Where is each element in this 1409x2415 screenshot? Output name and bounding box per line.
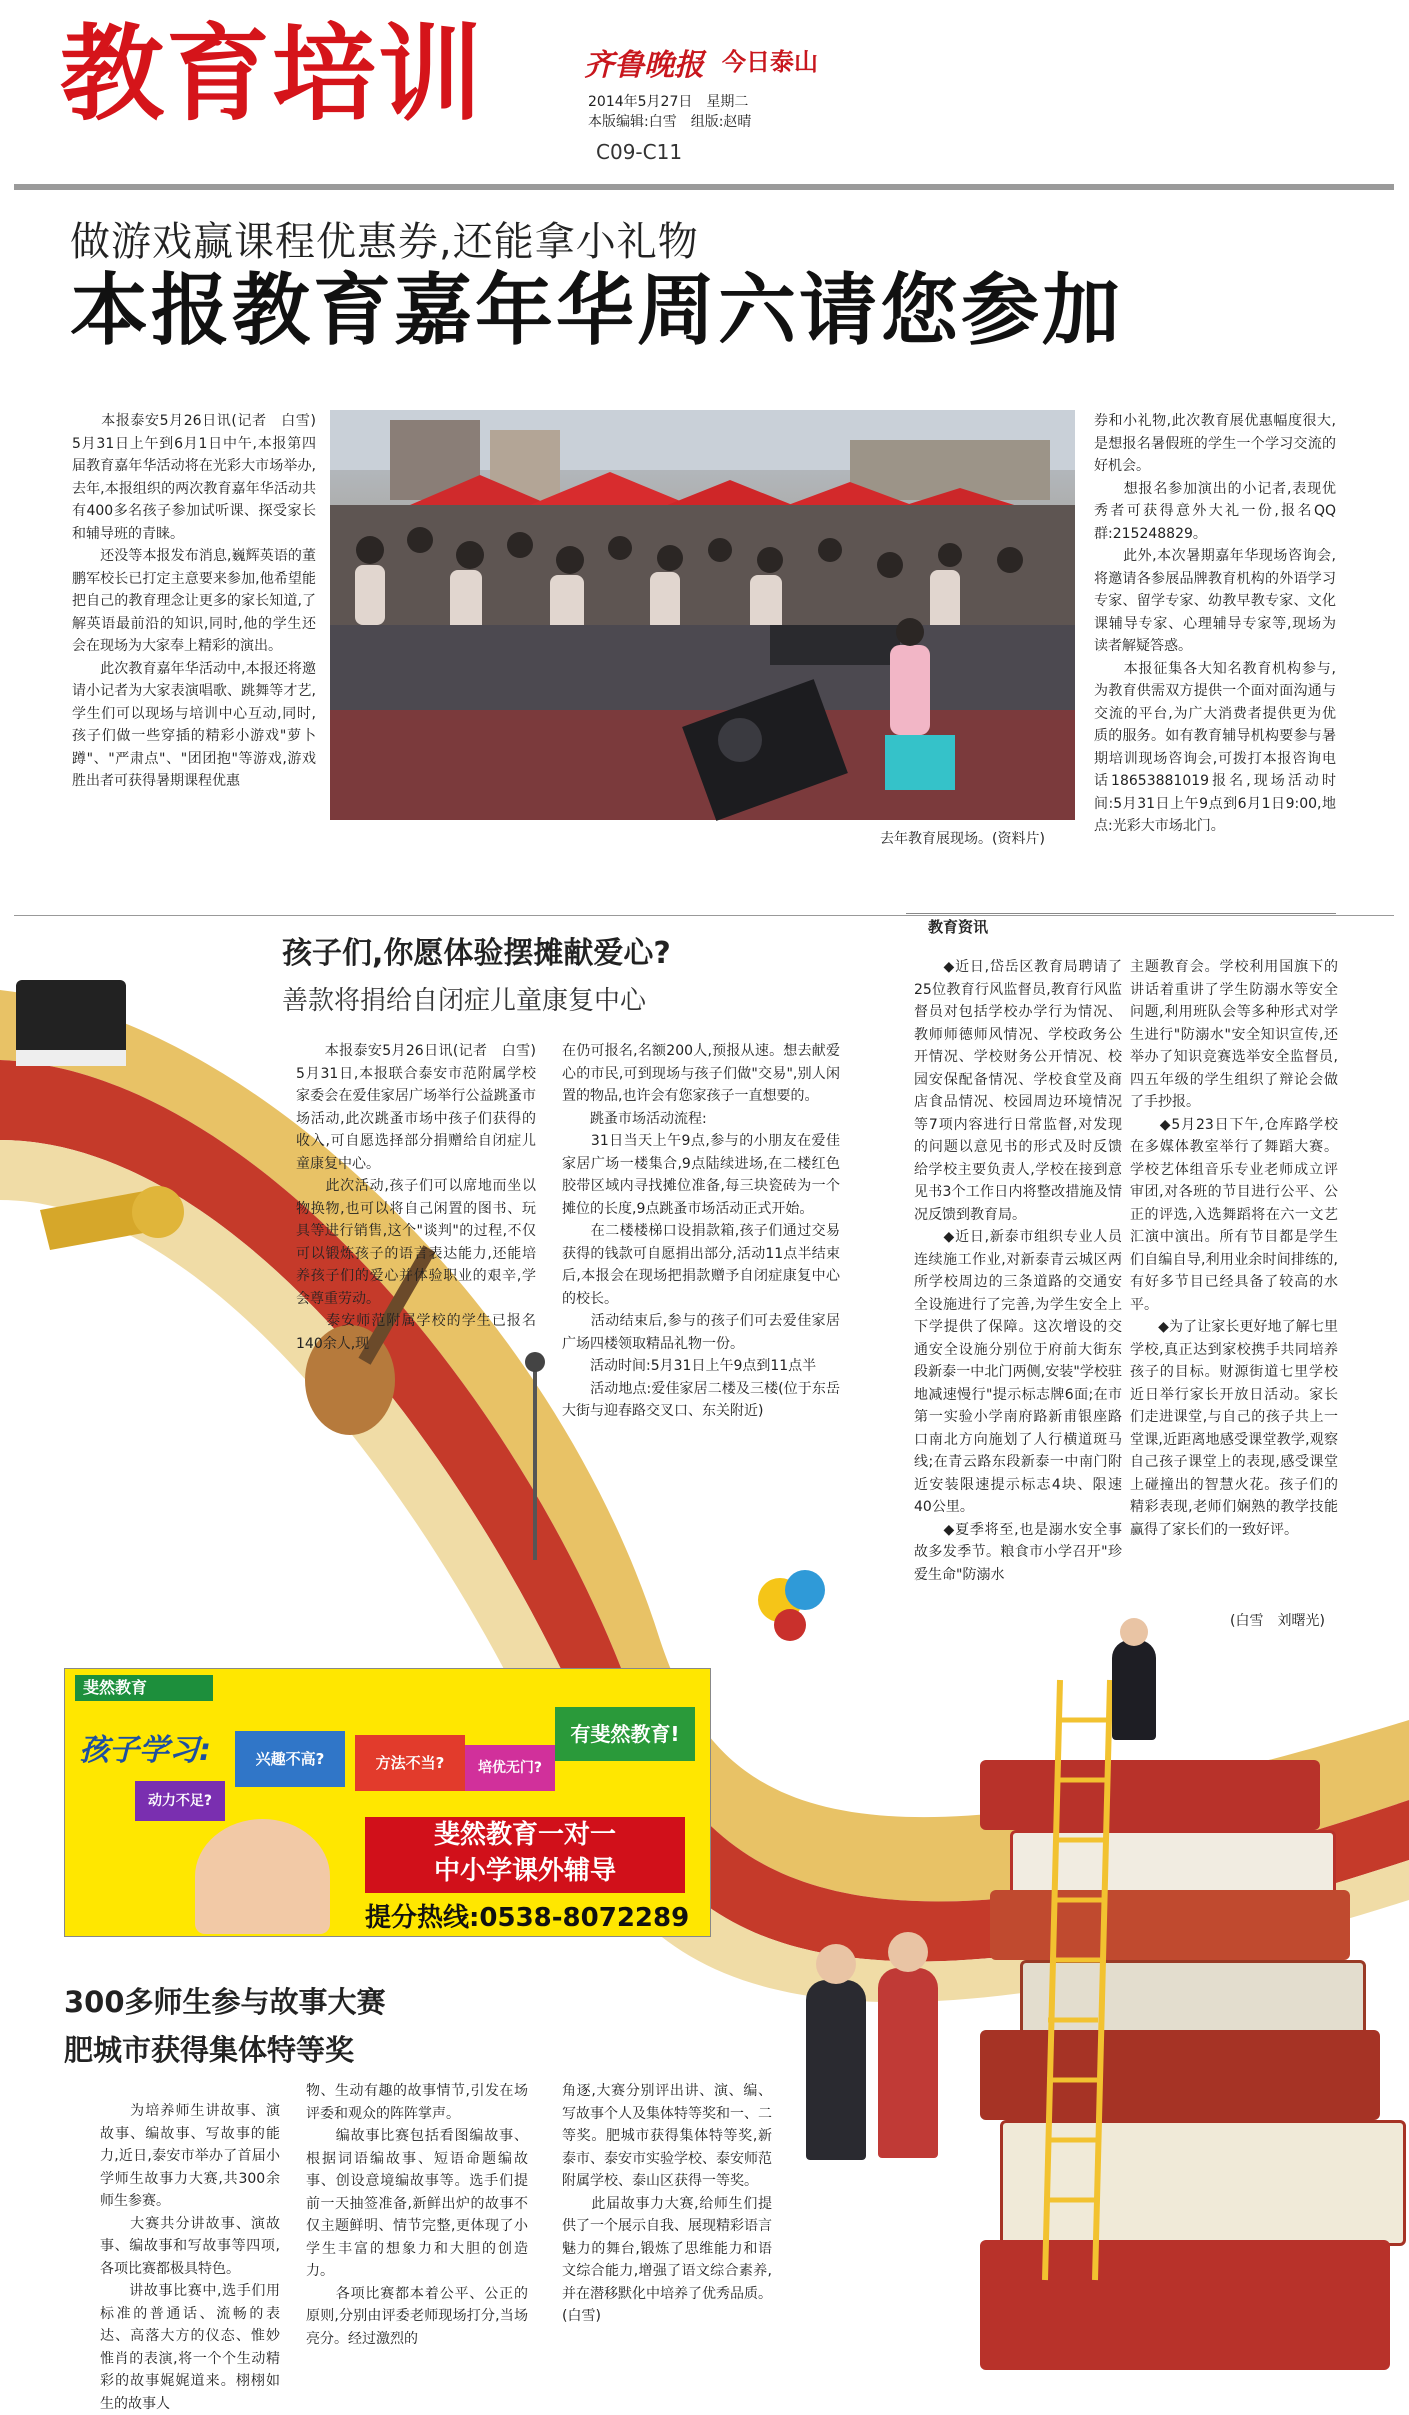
ad-brand: 斐然教育	[75, 1675, 213, 1701]
charity-column-1: 本报泰安5月26日讯(记者 白雪) 5月31日,本报联合泰安市范附属学校家委会在爱佳家居广场举行公益跳蚤市场活动,此次跳蚤市场中孩子们获得的收入,可自愿选择部分捐赠给自闭症儿童康复中心。 此次活动,孩子们可以席地而坐以物换物,也可以将自己闲置的图书、玩具等进行销售,这个"谈判"的过程,不仅可以锻炼孩子的语言表达能力,还能培养孩子们的爱心并体验职业的艰辛,学会尊重劳动。 泰安师范附属学校的学生已报名140余人,现	[296, 1043, 536, 1352]
date-line: 2014年5月27日 星期二	[588, 94, 749, 110]
ad-hotline-label: 提分热线:	[365, 1903, 480, 1933]
story-title-line1: 300多师生参与故事大赛	[64, 1985, 386, 2019]
book-icon	[980, 1760, 1320, 1830]
ad-bubble: 培优无门?	[465, 1745, 555, 1791]
lead-column-1: 本报泰安5月26日讯(记者 白雪) 5月31日上午到6月1日中午,本报第四届教育嘉年华活动将在光彩大市场举办,去年,本报组织的两次教育嘉年华活动共有400多名孩子参加试听课、探受家长和辅导班的青睐。 还没等本报发布消息,巍辉英语的董鹏军校长已打定主意要来参加,他希望能把自己的教育理念让更多的家长知道,了解英语最前沿的知识,同时,他的学生还会在现场为大家奉上精彩的演出。 此次教育嘉年华活动中,本报还将邀请小记者为大家表演唱歌、跳舞等才艺,学生们可以现场与培训中心互动,同时,孩子们做一些穿插的精彩小游戏"萝卜蹲"、"严肃点"、"团团抱"等游戏,游戏胜出者可获得暑期课程优惠	[72, 413, 316, 789]
student-boy-head	[816, 1944, 856, 1984]
photo-caption: 去年教育展现场。(资料片)	[880, 831, 1045, 847]
ad-hotline-number: 0538-8072289	[479, 1903, 690, 1933]
news-column-2: 主题教育会。学校利用国旗下的讲话着重讲了学生防溺水等安全问题,利用班队会等多种形式对学生进行"防溺水"安全知识宣传,还举办了知识竞赛选举安全监督员,四五年级的学生组织了辩论会做了手抄报。 ◆5月23日下午,仓库路学校在多媒体教室举行了舞蹈大赛。学校艺体组音乐专业老师成立评审团,对各班的节目进行公平、公正的评选,入选舞蹈将在六一文艺汇演中演出。所有节目都是学生们自编自导,利用业余时间排练的,有好多节目已经具备了较高的水平。 ◆为了让家长更好地了解七里学校,真正达到家校携手共同培养孩子的目标。财源街道七里学校近日举行家长开放日活动。家长们走进课堂,与自己的孩子共上一堂课,近距离地感受课堂教学,观察自己孩子课堂上的表现,感受课堂上碰撞出的智慧火花。孩子们的精彩表现,老师们娴熟的教学技能赢得了家长们的一致好评。	[1130, 959, 1338, 1538]
editor-line: 本版编辑:白雪 组版:赵晴	[588, 114, 752, 130]
news-label: 教育资讯	[928, 918, 989, 936]
student-girl-figure	[878, 1968, 938, 2158]
ad-headline: 孩子学习:	[79, 1733, 211, 1768]
ad-bubble: 方法不当?	[355, 1735, 465, 1791]
news-header-rule	[906, 913, 1336, 914]
story-title-line2: 肥城市获得集体特等奖	[64, 2033, 355, 2067]
issue-meta	[588, 92, 751, 132]
edition-logo: 今日泰山	[722, 47, 818, 76]
masthead-rule	[14, 184, 1394, 190]
student-head	[1120, 1618, 1148, 1646]
story-column-2: 物、生动有趣的故事情节,引发在场评委和观众的阵阵掌声。 编故事比赛包括看图编故事、根据词语编故事、短语命题编故事、创设意境编故事等。选手们提前一天抽签准备,新鲜出炉的故事不仅主题鲜明、情节完整,更体现了小学生丰富的想象力和大胆的创造力。 各项比赛都本着公平、公正的原则,分别由评委老师现场打分,当场亮分。经过激烈的	[306, 2083, 528, 2347]
charity-subtitle: 善款将捐给自闭症儿童康复中心	[282, 986, 647, 1016]
tutoring-advertisement[interactable]	[64, 1668, 711, 1937]
lead-kicker: 做游戏赢课程优惠券,还能拿小礼物	[70, 219, 699, 265]
section-title: 教育培训	[60, 13, 485, 135]
ad-bubble: 兴趣不高?	[235, 1731, 345, 1787]
lead-headline: 本报教育嘉年华周六请您参加	[70, 266, 1124, 356]
page-code: C09-C11	[596, 140, 683, 164]
news-column-1: ◆近日,岱岳区教育局聘请了25位教育行风监督员,教育行风监督员对包括学校办学行为情况、教师师德师风情况、学校政务公开情况、学校财务公开情况、校园安保配备情况、学校食堂及商店食品情况、校园周边环境情况等7项内容进行日常监督,对发现的问题以意见书的形式及时反馈给学校主要负责人,学校在接到意见书3个工作日内将整改措施及情况反馈到教育局。 ◆近日,新泰市组织专业人员连续施工作业,对新泰青云城区两所学校周边的三条道路的交通安全设施进行了完善,为学生安全上下学提供了保障。这次增设的交通安全设施分别位于府前大街东段新泰一中北门两侧,安装"学校驻地减速慢行"提示标志牌6面;在市第一实验小学南府路新甫银座路口南北方向施划了人行横道斑马线;在青云路东段新泰一中南门附近安装限速提示标志4块、限速40公里。 ◆夏季将至,也是溺水安全事故多发季节。粮食市小学召开"珍爱生命"防溺水	[914, 959, 1122, 1583]
ad-arrow-banner: 有斐然教育!	[555, 1707, 695, 1761]
newspaper-logo: 齐鲁晚报	[584, 48, 704, 83]
charity-title: 孩子们,你愿体验摆摊献爱心?	[282, 936, 671, 971]
lead-column-3: 券和小礼物,此次教育展优惠幅度很大,是想报名暑假班的学生一个学习交流的好机会。 想报名参加演出的小记者,表现优秀者可获得意外大礼一份,报名QQ群:215248829。 此外,本次暑期嘉年华现场咨询会,将邀请各参展品牌教育机构的外语学习专家、留学专家、幼教早教专家、文化课辅导专家、心理辅导专家等,现场为读者解疑答惑。 本报征集各大知名教育机构参与,为教育供需双方提供一个面对面沟通与交流的平台,为广大消费者提供更为优质的服务。如有教育辅导机构要参与暑期培训现场咨询会,可拨打本报咨询电话18653881019报名,现场活动时间:5月31日上午9点到6月1日9:00,地点:光彩大市场北门。	[1094, 413, 1336, 834]
ad-student-photo	[195, 1819, 330, 1934]
ad-bubble: 动力不足?	[135, 1781, 225, 1821]
ladder-icon	[1040, 1680, 1130, 2280]
books-ladder-illustration	[980, 1680, 1400, 2380]
ad-hotline[interactable]	[365, 1897, 689, 1934]
student-girl-head	[888, 1932, 928, 1972]
crowd-photo-illustration	[330, 410, 1075, 820]
ad-slogan-line2: 中小学课外辅导	[433, 1856, 616, 1886]
ad-slogan-line1: 斐然教育一对一	[433, 1820, 616, 1850]
student-figure-top	[1112, 1640, 1156, 1740]
student-boy-figure	[806, 1980, 866, 2160]
story-column-3: 角逐,大赛分别评出讲、演、编、写故事个人及集体特等奖和一、二等奖。肥城市获得集体特等奖,新泰市、泰安市实验学校、泰安师范附属学校、泰山区获得一等奖。 此届故事力大赛,给师生们提供了一个展示自我、展现精彩语言魅力的舞台,锻炼了思维能力和语文综合能力,增强了语文综合素养,并在潜移默化中培养了优秀品质。(白雪)	[562, 2083, 772, 2324]
story-column-1: 为培养师生讲故事、演故事、编故事、写故事的能力,近日,泰安市举办了首届小学师生故事力大赛,共300余师生参赛。 大赛共分讲故事、演故事、编故事和写故事等四项,各项比赛都极具特色。 讲故事比赛中,选手们用标准的普通话、流畅的表达、高落大方的仪态、惟妙惟肖的表演,将一个个生动精彩的故事娓娓道来。栩栩如生的故事人	[100, 2103, 280, 2412]
ad-slogan-box	[365, 1817, 685, 1893]
piano-icon	[16, 980, 126, 1060]
charity-column-2: 在仍可报名,名额200人,预报从速。想去献爱心的市民,可到现场与孩子们做"交易",别人闲置的物品,也许会有您家孩子一直想要的。 跳蚤市场活动流程: 31日当天上午9点,参与的小朋友在爱佳家居广场一楼集合,9点陆续进场,在二楼红色胶带区域内寻找摊位准备,每三块瓷砖为一个摊位的长度,9点跳蚤市场活动正式开始。 在二楼楼梯口设捐款箱,孩子们通过交易获得的钱款可自愿捐出部分,活动11点半结束后,本报会在现场把捐款赠予自闭症康复中心的校长。 活动结束后,参与的孩子们可去爱佳家居广场四楼领取精品礼物一份。 活动时间:5月31日上午9点到11点半 活动地点:爱佳家居二楼及三楼(位于东岳大街与迎春路交叉口、东关附近)	[562, 1043, 840, 1419]
news-byline: (白雪 刘曙光)	[1230, 1613, 1325, 1629]
event-photo	[330, 410, 1075, 820]
